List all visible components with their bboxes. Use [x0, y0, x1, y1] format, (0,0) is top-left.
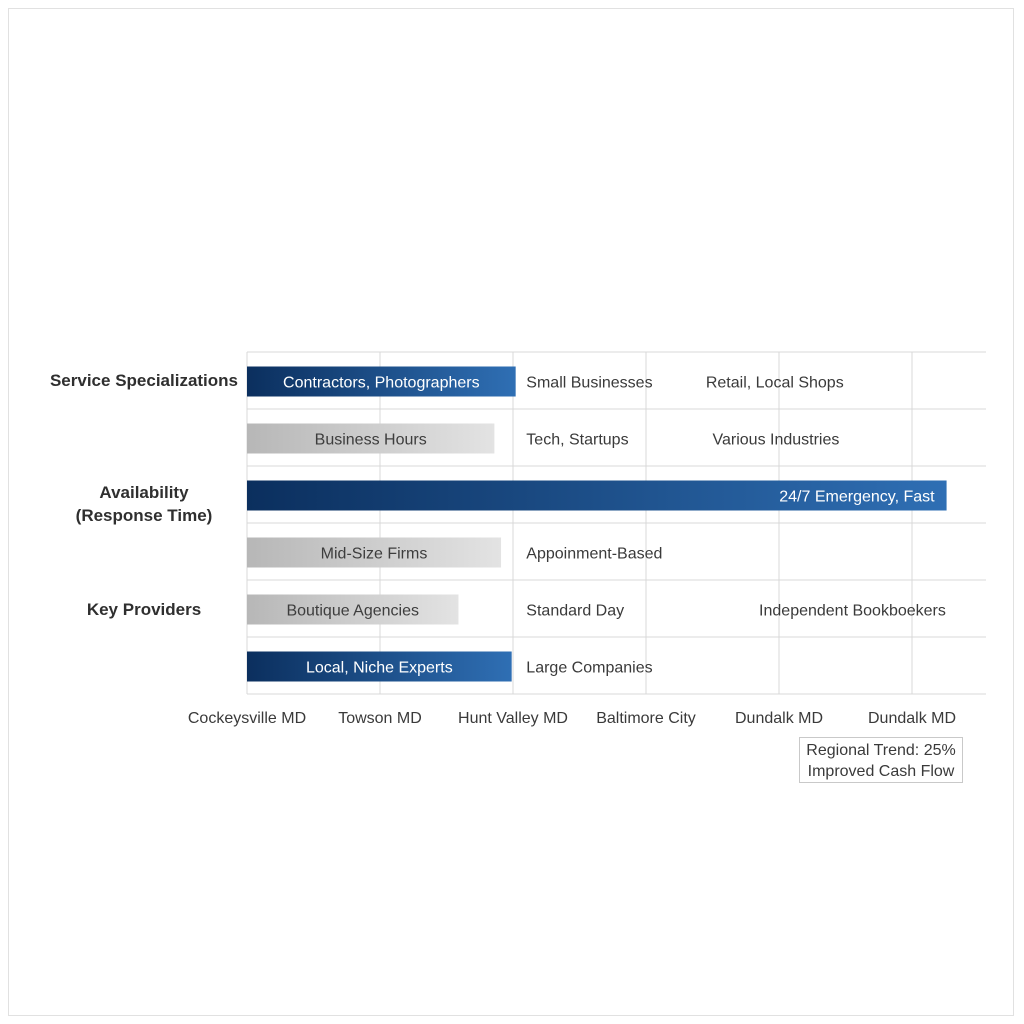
bar-label: Local, Niche Experts	[305, 659, 453, 677]
annotation-line-2: Improved Cash Flow	[807, 763, 955, 780]
bar-label: 24/7 Emergency, Fast	[779, 488, 935, 506]
cell-label: Independent Bookboekers	[759, 602, 946, 620]
regional-trend-annotation	[799, 737, 963, 783]
group-label-key-providers: Key Providers	[86, 600, 202, 619]
group-label-availability: Availability (Response Time)	[75, 483, 213, 525]
x-tick-label: Dundalk MD	[734, 710, 824, 727]
cell-label: Retail, Local Shops	[705, 374, 844, 392]
x-tick-label: Towson MD	[338, 710, 422, 727]
bar-label: Business Hours	[314, 431, 427, 449]
cell-label: Small Businesses	[526, 374, 653, 392]
cell-label: Appoinment-Based	[526, 545, 663, 563]
grid	[247, 352, 986, 694]
cell-label: Large Companies	[526, 659, 653, 677]
cell-label: Various Industries	[712, 431, 840, 449]
annotation-line-1: Regional Trend: 25%	[806, 742, 956, 759]
group-label-service-specializations: Service Specializations	[49, 371, 239, 390]
bars	[247, 367, 947, 682]
x-tick-label: Baltimore City	[596, 710, 696, 727]
x-tick-label: Hunt Valley MD	[458, 710, 568, 727]
cell-label: Tech, Startups	[526, 431, 629, 449]
x-tick-labels	[188, 710, 956, 727]
cell-label: Standard Day	[526, 602, 625, 620]
x-tick-label: Dundalk MD	[867, 710, 957, 727]
x-tick-label: Cockeysville MD	[187, 710, 307, 727]
bar-label: Contractors, Photographers	[283, 374, 480, 392]
bar-label: Boutique Agencies	[286, 602, 420, 620]
chart-frame	[8, 8, 1014, 1016]
bar-label: Mid-Size Firms	[320, 545, 428, 563]
